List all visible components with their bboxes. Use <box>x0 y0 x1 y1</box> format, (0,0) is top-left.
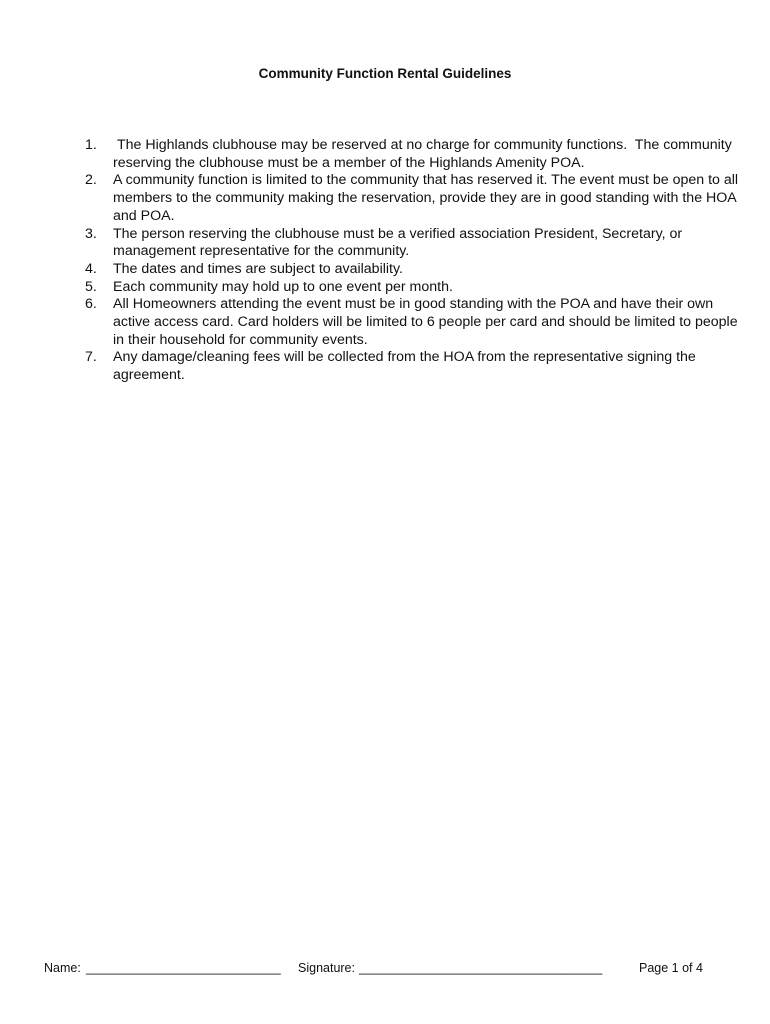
name-field[interactable]: ____________________________ <box>86 961 281 975</box>
list-item <box>0 137 770 172</box>
list-item <box>0 261 770 279</box>
item-number: 1. <box>85 137 97 153</box>
name-label: Name: <box>44 961 81 975</box>
item-text: The person reserving the clubhouse must be a verified association President, Secretary, or management representative for the community. <box>113 225 683 260</box>
item-number: 2. <box>85 172 97 189</box>
item-text: Each community may hold up to one event per month. <box>113 278 453 295</box>
page-number: Page 1 of 4 <box>639 961 703 975</box>
list-item <box>0 349 770 384</box>
item-number: 3. <box>85 225 97 242</box>
document-title: Community Function Rental Guidelines <box>258 66 512 81</box>
signature-field[interactable]: ___________________________________ <box>359 961 603 975</box>
item-text: The Highlands clubhouse may be reserved at no charge for community functions. The community reserving the clubhouse must be a member of the Highlands Amenity POA. <box>113 137 736 171</box>
guidelines-list <box>0 137 770 385</box>
item-number: 4. <box>85 260 97 277</box>
item-text: A community function is limited to the community that has reserved it. The event must be open to all members to the community making the reservation, provide they are in good standing with the HOA and POA. <box>113 172 739 224</box>
item-text: All Homeowners attending the event must be in good standing with the POA and have their own active access card. Card holders will be limited to 6 people per card and should be limited to people in their household for community events. <box>113 296 738 348</box>
item-text: Any damage/cleaning fees will be collected from the HOA from the representative signing the agreement. <box>113 349 696 384</box>
list-item <box>0 296 770 349</box>
list-item <box>0 226 770 261</box>
page-footer <box>0 961 770 979</box>
item-number: 5. <box>85 278 97 295</box>
item-text: The dates and times are subject to availability. <box>113 260 403 277</box>
list-item <box>0 279 770 297</box>
signature-label: Signature: <box>298 961 355 975</box>
list-item <box>0 172 770 225</box>
item-number: 7. <box>85 349 97 366</box>
item-number: 6. <box>85 296 97 313</box>
